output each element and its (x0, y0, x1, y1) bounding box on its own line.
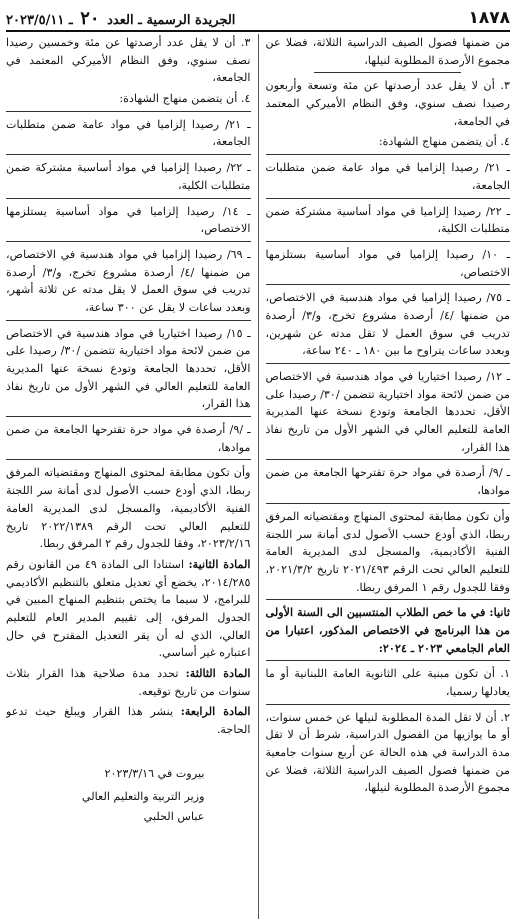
issue-date: ـ ٢٠٢٣/٥/١١ (6, 12, 73, 28)
article-heading: المادة الثالثة: (185, 666, 251, 680)
separator-line (6, 111, 251, 112)
signature-title: وزير التربية والتعليم العالي (81, 790, 205, 804)
separator-line (266, 241, 511, 242)
signature-name: عباس الحلبي (143, 810, 205, 824)
paragraph: ـ ١٢/ رصيدا اختياريا في مواد هندسية في الاختصاص من ضمن لائحة مواد اختيارية تتضمن /٣٠/ رصيدا على الأقل، تحددها الجامعة وتودع نسخة عنها المديرية العامة للتعليم العالي في الشهر الأول من تاريخ نفاذ هذا القرار، (265, 370, 510, 454)
paragraph: ـ ٧٥/ رصيدا إلزاميا في مواد هندسية في الاختصاص، من ضمنها /٤/ أرصدة مشروع تخرج، و/٣/ أرصدة تدريب في سوق العمل لا تقل مدته عن شهرين، وبعدد ساعات يتراوح ما بين ١٨٠ ـ ٢٤٠ ساعة، (265, 291, 510, 358)
paragraph: ـ ٢١/ رصيدا إلزاميا في مواد عامة ضمن متطلبات الجامعة، (265, 161, 510, 192)
separator-line (266, 459, 511, 460)
separator-line (266, 660, 511, 661)
separator-line (6, 241, 251, 242)
paragraph: ٤. أن يتضمن منهاج الشهادة: (119, 92, 251, 106)
paragraph: ٣. أن لا يقل عدد أرصدتها عن مئة وتسعة وأربعون رصيدا نصف سنوي، وفق النظام الأميركي المعتمد في الجامعة، (265, 79, 510, 128)
separator-line (6, 198, 251, 199)
separator-line (6, 320, 251, 321)
paragraph: ٢. أن لا تقل المدة المطلوبة لنيلها عن خمس سنوات، أو ما يوازيها من الفصول الدراسية، شرط أن لا تقل مدة الدراسة في هذه الحالة عن أربع سنوات جامعية من ضمنها فصول الصيف الدراسية الثلاثة، فضلا عن مجموع الأرصدة المطلوبة لنيلها، (265, 710, 510, 795)
separator-line (6, 459, 251, 460)
page-header (6, 6, 510, 32)
article-heading: المادة الثانية: (188, 556, 251, 571)
separator-line (266, 599, 511, 600)
text-columns (6, 34, 510, 919)
paragraph: وأن تكون مطابقة لمحتوى المنهاج ومقتضياته المرفق ربطا، الذي أودع حسب الأصول لدى أمانة سر اللجنة الفنية الأكاديمية، والمسجل لدى المديرية العامة للتعليم العالي تحت الرقم ٢٠٢١/٤٩٣ تاريخ ٢٠٢١/٣/٢، وفقا للجدول رقم ١ المرفق ربطا. (265, 509, 510, 594)
signature-block (6, 765, 251, 826)
paragraph: ـ ٢١/ رصيدا إلزاميا في مواد عامة ضمن متطلبات الجامعة، (6, 117, 251, 149)
article-text: ينشر هذا القرار ويبلغ حيث تدعو الحاجة. (6, 705, 251, 737)
paragraph: ـ ١٥/ رصيدا اختياريا في مواد هندسية في الاختصاص من ضمن لائحة مواد اختيارية تتضمن /٣٠/ رصيدا على الأقل، تحددها الجامعة وتودع نسخة عنها المديرية العامة للتعليم العالي في الشهر الأول من تاريخ نفاذ هذا القرار، (6, 326, 251, 411)
paragraph: ٣. أن لا يقل عدد أرصدتها عن مئة وخمسين رصيدا نصف سنوي، وفق النظام الأميركي المعتمد في الجامعة، (6, 36, 251, 85)
paragraph: ٤. أن يتضمن منهاج الشهادة: (378, 135, 510, 149)
paragraph: ـ ٦٩/ رصيدا إلزاميا في مواد هندسية في الاختصاص، من ضمنها /٤/ أرصدة مشروع تخرج، و/٣/ أرصدة تدريب في سوق العمل لا يقل مدته عن ثلاثة أشهر، وبعدد ساعات لا يقل عن ٣٠٠ ساعة، (6, 247, 251, 314)
separator-line (266, 704, 511, 705)
separator-line (6, 416, 251, 417)
paragraph: ـ ٢٢/ رصيدا إلزاميا في مواد أساسية مشتركة ضمن متطلبات الكلية، (6, 161, 251, 192)
paragraph: ـ ١٠/ رصيدا إلزاميا في مواد أساسية بستلزمها الاختصاص، (265, 247, 510, 279)
gazette-title (6, 8, 235, 29)
article-third (6, 665, 251, 700)
gazette-name: الجريدة الرسمية ـ العدد (107, 12, 236, 28)
paragraph: وأن تكون مطابقة لمحتوى المنهاج ومقتضياته المرفق ربطا، الذي أودع حسب الأصول لدى أمانة سر اللجنة الفنية الأكاديمية، والمسجل لدى المديرية العامة للتعليم العالي تحت الرقم ٢٠٢٢/١٣٨٩ تاريخ ٢٠٢٣/٢/١٦، وفقا للجدول رقم ٢ المرفق ربطا. (6, 466, 251, 551)
separator-line (266, 363, 511, 364)
paragraph: ـ /٩/ أرصدة في مواد حرة تقترحها الجامعة من ضمن موادها، (265, 466, 510, 498)
paragraph: ثانيا: في ما خص الطلاب المنتسبين الى السنة الأولى من هذا البرنامج في الاختصاص المذكور، اعتبارا من العام الجامعي ٢٠٢٣ ـ ٢٠٢٤: (265, 605, 510, 655)
article-fourth (6, 703, 251, 738)
right-column (258, 34, 511, 919)
article-text: استنادا الى المادة ٤٩ من القانون رقم ٢٠١٤/٢٨٥، يخضع أي تعديل متعلق بالتنظيم الأكاديمي للبرامج، لا سيما ما يختص بتنظيم المنهاج المبين في الجدول المرفق، إلى تقييم المدير العام للتعليم العالي، الذي له أن يقر التعديل المقترح في حال اعتباره غير أساسي. (6, 557, 251, 660)
paragraph: ـ ٢٢/ رصيدا إلزاميا في مواد أساسية مشتركة ضمن متطلبات الكلية، (265, 204, 510, 236)
paragraph: من ضمنها فصول الصيف الدراسية الثلاثة، فضلا عن مجموع الأرصدة المطلوبة لنيلها، (265, 36, 510, 67)
issue-number: ٢٠ (80, 7, 100, 29)
paragraph: ـ /٩/ أرصدة في مواد حرة تقترحها الجامعة من ضمن موادها، (6, 423, 251, 454)
separator-line (314, 72, 461, 73)
separator-line (266, 503, 511, 504)
signature-city-date: بيروت في ٢٠٢٣/٣/١٦ (104, 766, 205, 780)
article-heading: المادة الرابعة: (180, 704, 251, 719)
article-text: تحدد مدة صلاحية هذا القرار بثلاث سنوات من تاريخ توقيعه. (6, 667, 251, 698)
paragraph: ـ ١٤/ رصيدا إلزاميا في مواد أساسية يستلزمها الاختصاص، (6, 204, 251, 236)
separator-line (266, 284, 511, 285)
separator-line (266, 198, 511, 199)
left-column (6, 34, 258, 919)
separator-line (266, 154, 511, 155)
article-second (6, 556, 251, 662)
separator-line (6, 154, 251, 155)
page-number: ١٨٧٨ (468, 8, 510, 28)
paragraph: ١. أن تكون مبنية على الثانوية العامة اللبنانية أو ما يعادلها رسميا، (265, 667, 510, 698)
